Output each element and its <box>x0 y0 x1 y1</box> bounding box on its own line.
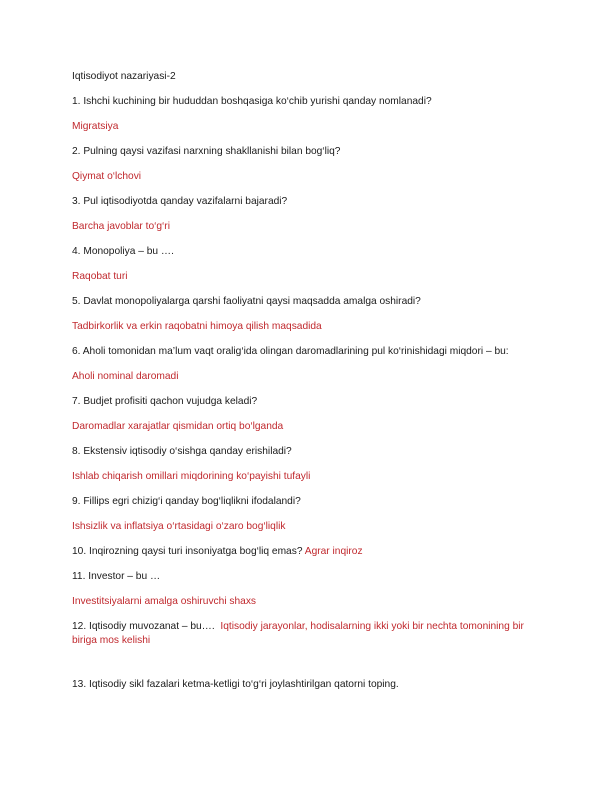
answer-7: Daromadlar xarajatlar qismidan ortiq bo‘lganda <box>72 421 284 432</box>
document-title: Iqtisodiyot nazariyasi-2 <box>72 71 176 82</box>
answer-8: Ishlab chiqarish omillari miqdorining ko‘payishi tufayli <box>72 471 311 482</box>
question-1: 1. Ishchi kuchining bir hududdan boshqasiga ko‘chib yurishi qanday nomlanadi? <box>72 96 432 107</box>
question-11: 11. Investor – bu … <box>72 571 161 582</box>
answer-9: Ishsizlik va inflatsiya o‘rtasidagi o‘zaro bog‘liqlik <box>72 521 286 532</box>
question-13: 13. Iqtisodiy sikl fazalari ketma-ketligi to‘g‘ri joylashtirilgan qatorni toping. <box>72 679 399 690</box>
question-6: 6. Aholi tomonidan ma’lum vaqt oralig‘ida olingan daromadlarining pul ko‘rinishidagi miqdori – bu: <box>72 346 509 357</box>
answer-4: Raqobat turi <box>72 271 128 282</box>
blank-line <box>72 659 542 678</box>
question-10-line <box>72 545 542 559</box>
question-2: 2. Pulning qaysi vazifasi narxning shakllanishi bilan bog‘liq? <box>72 146 341 157</box>
answer-10: Agrar inqiroz <box>304 546 363 557</box>
answer-2: Qiymat o‘lchovi <box>72 171 142 182</box>
question-12: 12. Iqtisodiy muvozanat – bu…. <box>72 621 215 632</box>
question-4: 4. Monopoliya – bu …. <box>72 246 174 257</box>
answer-11: Investitsiyalarni amalga oshiruvchi shaxs <box>72 596 257 607</box>
question-9: 9. Fillips egri chizig‘i qanday bog‘liqlikni ifodalandi? <box>72 496 301 507</box>
question-5: 5. Davlat monopoliyalarga qarshi faoliyatni qaysi maqsadda amalga oshiradi? <box>72 296 421 307</box>
question-7: 7. Budjet profisiti qachon vujudga keladi? <box>72 396 258 407</box>
question-8: 8. Ekstensiv iqtisodiy o‘sishga qanday erishiladi? <box>72 446 292 457</box>
answer-6: Aholi nominal daromadi <box>72 371 179 382</box>
answer-12: Iqtisodiy jarayonlar, hodisalarning ikki yoki bir nechta tomonining bir biriga mos kelishi <box>72 621 524 646</box>
question-12-line <box>72 620 542 648</box>
question-10: 10. Inqirozning qaysi turi insoniyatga bog‘liq emas? <box>72 546 303 557</box>
answer-1: Migratsiya <box>72 121 119 132</box>
document-page <box>72 70 542 703</box>
question-3: 3. Pul iqtisodiyotda qanday vazifalarni bajaradi? <box>72 196 288 207</box>
answer-5: Tadbirkorlik va erkin raqobatni himoya qilish maqsadida <box>72 321 322 332</box>
answer-3: Barcha javoblar to‘g‘ri <box>72 221 170 232</box>
